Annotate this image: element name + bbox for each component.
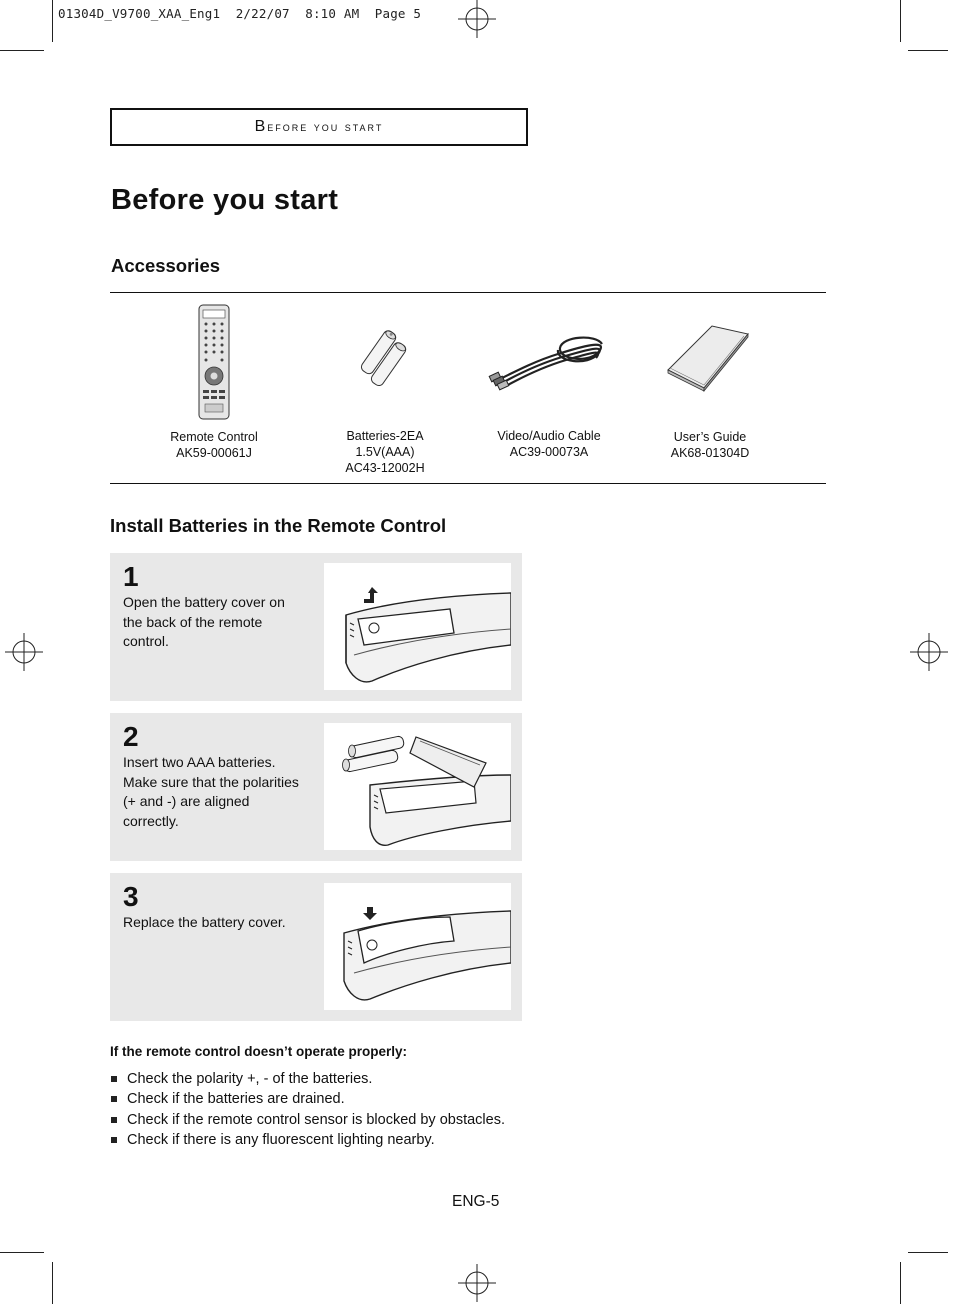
page-number: ENG-5 (452, 1193, 500, 1210)
accessory-label-guide (640, 429, 780, 461)
step-illustration (324, 723, 511, 850)
accessory-name: Batteries-2EA (346, 429, 424, 443)
crop-mark (0, 50, 44, 51)
accessory-part-number: AK68-01304D (670, 446, 750, 460)
page-title: Before you start (111, 184, 339, 216)
accessory-name: Remote Control (170, 430, 258, 444)
av-cable-icon (488, 330, 608, 392)
divider (110, 292, 826, 293)
crop-mark (900, 1262, 901, 1304)
step-number: 3 (123, 881, 139, 912)
troubleshoot-list (110, 1069, 505, 1150)
section-tab-text: efore you start (267, 120, 384, 134)
crop-mark (52, 1262, 53, 1304)
print-header: 01304D_V9700_XAA_Eng1 2/22/07 8:10 AM Page 5 (58, 6, 422, 21)
remote-control-icon (196, 304, 232, 420)
registration-mark-icon (458, 1264, 496, 1302)
accessory-name: User’s Guide (673, 430, 747, 444)
crop-mark (908, 50, 948, 51)
accessory-spec: 1.5V(AAA) (355, 445, 415, 459)
remote-back-close-cover-icon (324, 883, 511, 1010)
batteries-icon (355, 328, 411, 390)
remote-back-open-cover-icon (324, 563, 511, 690)
accessory-label-cable (479, 428, 619, 460)
crop-mark (0, 1252, 44, 1253)
accessories-heading: Accessories (111, 255, 221, 276)
crop-mark (52, 0, 53, 42)
accessory-part-number: AC43-12002H (345, 461, 425, 475)
step-number: 2 (123, 721, 139, 752)
registration-mark-icon (910, 633, 948, 671)
step-1 (110, 553, 522, 701)
list-item: Check the polarity +, - of the batteries. (110, 1069, 505, 1089)
divider (110, 483, 826, 484)
list-item: Check if the remote control sensor is blocked by obstacles. (110, 1110, 505, 1130)
list-item: Check if there is any fluorescent lighting nearby. (110, 1130, 505, 1150)
insert-batteries-icon (324, 723, 511, 850)
accessory-part-number: AK59-00061J (176, 446, 252, 460)
crop-mark (908, 1252, 948, 1253)
step-2 (110, 713, 522, 861)
step-3 (110, 873, 522, 1021)
step-text: Insert two AAA batteries. Make sure that the polarities (+ and -) are aligned correctly. (123, 754, 299, 829)
step-illustration (324, 883, 511, 1010)
step-text: Open the battery cover on the back of the remote control. (123, 594, 285, 649)
accessory-name: Video/Audio Cable (497, 429, 601, 443)
registration-mark-icon (458, 0, 496, 38)
step-number: 1 (123, 561, 139, 592)
list-item: Check if the batteries are drained. (110, 1089, 505, 1109)
users-guide-icon (664, 324, 750, 392)
section-tab (110, 108, 528, 146)
troubleshoot-title: If the remote control doesn’t operate properly: (110, 1044, 408, 1059)
registration-mark-icon (5, 633, 43, 671)
accessory-label-batteries (315, 428, 455, 476)
accessory-label-remote (144, 429, 284, 461)
accessory-part-number: AC39-00073A (509, 445, 589, 459)
install-heading: Install Batteries in the Remote Control (110, 515, 447, 536)
step-text: Replace the battery cover. (123, 914, 286, 930)
section-tab-initial: B (254, 118, 268, 135)
step-illustration (324, 563, 511, 690)
crop-mark (900, 0, 901, 42)
